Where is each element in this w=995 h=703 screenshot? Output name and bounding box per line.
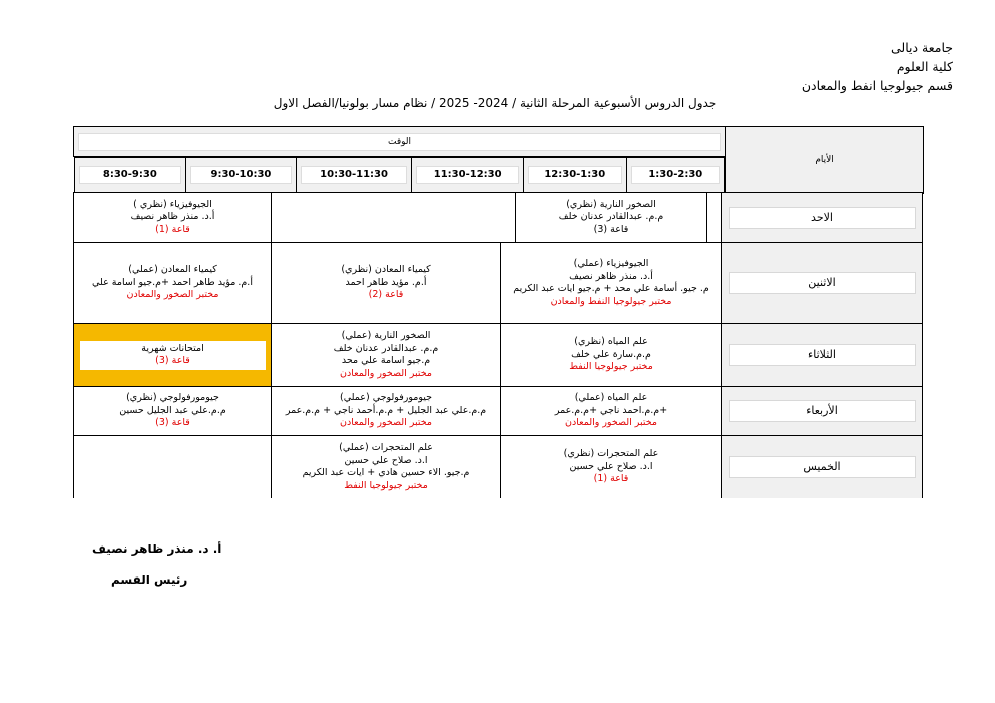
day-wednesday: الأربعاء <box>721 386 923 436</box>
schedule-body <box>73 192 923 498</box>
schedule-title: جدول الدروس الأسبوعية المرحلة الثانية / 2024- 2025 / نظام مسار بولونيا/الفصل الاول <box>273 96 717 110</box>
empty-cell <box>73 435 272 498</box>
day-tuesday: الثلاثاء <box>721 323 923 387</box>
thursday-paleontology-practical: علم المتحجرات (عملي) ا.د. صلاح علي حسين م.جيو. الاء حسين هادي + ايات عبد الكريم مختبر جيولوجيا النفط <box>271 435 501 498</box>
head-of-department-title: رئيس القسم <box>111 573 188 587</box>
schedule-table <box>73 126 924 194</box>
tuesday-monthly-exams: امتحانات شهرية قاعة (3) <box>73 323 272 387</box>
college-name: كلية العلوم <box>896 59 953 74</box>
time-slot-1: 8:30-9:30 <box>74 158 186 193</box>
tuesday-hydrology-theory: علم المياه (نظري) م.م.سارة علي خلف مختبر جيولوجيا النفط <box>500 323 722 387</box>
wednesday-hydrology-practical: علم المياه (عملي) +م.م.احمد ناجي +م.م.عمر مختبر الصخور والمعادن <box>500 386 722 436</box>
table-header-row <box>74 127 924 157</box>
monday-mineral-chem-theory: كيمياء المعادن (نظري) أ.م. مؤيد طاهر احمد قاعة (2) <box>271 242 501 324</box>
wednesday-geomorph-theory: جيومورفولوجي (نظري) م.م.علي عبد الجليل حسين قاعة (3) <box>73 386 272 436</box>
department-name: قسم جيولوجيا انفط والمعادن <box>801 78 953 93</box>
day-thursday: الخميس <box>721 435 923 498</box>
day-sunday: الاحد <box>721 192 923 243</box>
tuesday-igneous-practical: الصخور النارية (عملي) م.م. عبدالقادر عدنان خلف م.جيو اسامة علي محد مختبر الصخور والمعادن <box>271 323 501 387</box>
document-header <box>802 38 953 95</box>
monday-geophysics-practical: الجيوفيزياء (عملي) أ.د. منذر ظاهر نصيف م. جيو. أسامة علي محد + م.جيو ايات عبد الكريم مختبر جيولوجيا النفط والمعادن <box>500 242 722 324</box>
days-header: الأيام <box>815 154 834 165</box>
head-of-department-name: أ. د. منذر ظاهر نصيف <box>92 542 222 556</box>
thursday-paleontology-theory: علم المتحجرات (نظري) ا.د. صلاح علي حسين قاعة (1) <box>500 435 722 498</box>
time-slot-6: 1:30-2:30 <box>626 158 725 193</box>
monday-mineral-chem-practical: كيمياء المعادن (عملي) أ.م. مؤيد طاهر احمد +م.جيو اسامة علي مختبر الصخور والمعادن <box>73 242 272 324</box>
empty-cell <box>706 192 722 243</box>
sunday-igneous-theory: الصخور النارية (نظري) م.م. عبدالقادر عدنان خلف قاعة (3) <box>515 192 707 243</box>
university-name: جامعة ديالى <box>890 40 953 55</box>
time-header: الوقت <box>78 133 721 151</box>
time-slot-2: 9:30-10:30 <box>186 158 297 193</box>
time-slot-4: 11:30-12:30 <box>412 158 524 193</box>
time-header-cell <box>74 127 726 157</box>
time-slot-3: 10:30-11:30 <box>296 158 412 193</box>
sunday-geophysics-theory: الجيوفيزياء (نظري ) أ.د. منذر ظاهر نصيف قاعة (1) <box>73 192 272 243</box>
empty-cell <box>271 192 516 243</box>
time-slot-5: 12:30-1:30 <box>523 158 626 193</box>
wednesday-geomorph-practical: جيومورفولوجي (عملي) م.م.علي عبد الجليل + م.م.أحمد ناجي + م.م.عمر مختبر الصخور والمعادن <box>271 386 501 436</box>
days-header-cell <box>726 127 924 194</box>
day-monday: الاثنين <box>721 242 923 324</box>
